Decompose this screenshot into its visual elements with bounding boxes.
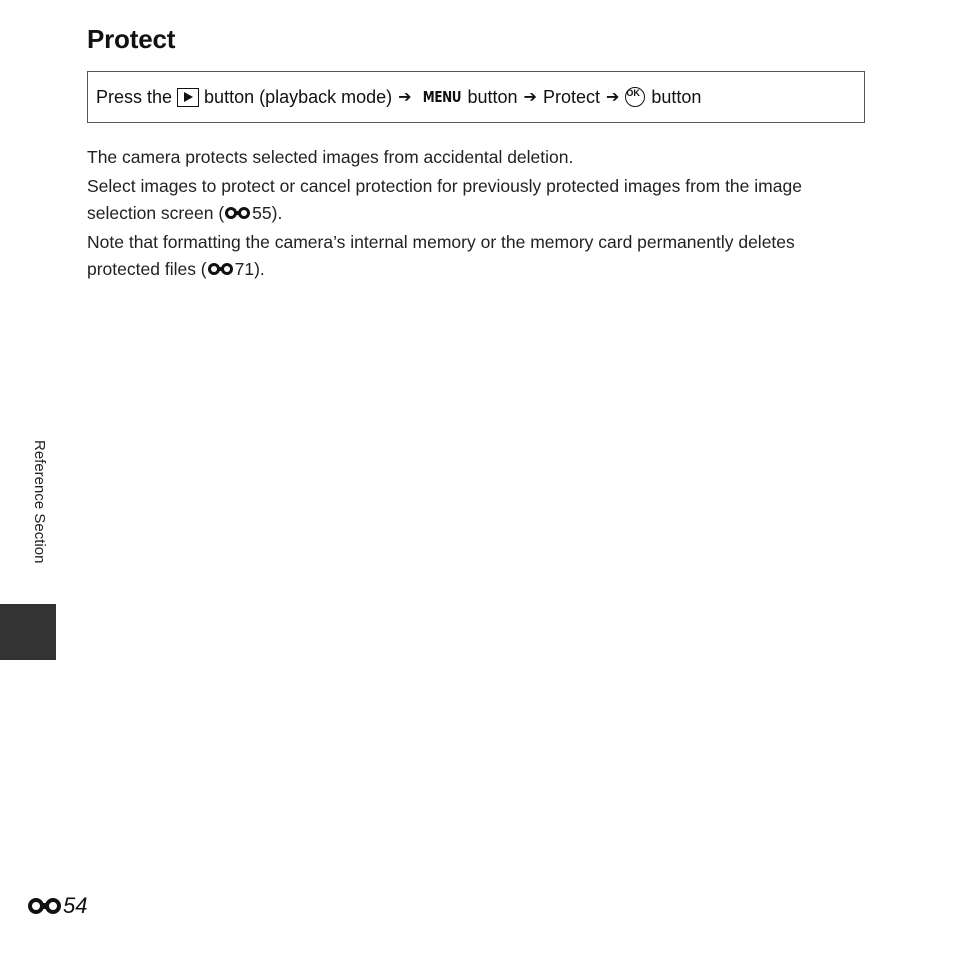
body-text (87, 144, 867, 285)
reference-section-icon (208, 263, 234, 276)
page-number (27, 893, 87, 919)
button-playback-text: button (playback mode) (204, 86, 393, 107)
reference-section-icon (28, 898, 62, 915)
playback-button-icon (177, 88, 199, 107)
button-end-text: button (651, 86, 702, 107)
paragraph-3-ref[interactable]: 71 (234, 259, 255, 279)
arrow-icon: ➔ (523, 89, 537, 106)
press-the-text: Press the (96, 86, 173, 107)
arrow-icon: ➔ (605, 89, 620, 106)
paragraph-2-ref[interactable]: 55 (252, 203, 272, 223)
page-number-value: 54 (63, 893, 88, 918)
menu-button-label: MENU (422, 88, 461, 106)
ok-button-icon: OK (625, 87, 645, 107)
side-section-label: Reference Section (31, 440, 48, 564)
protect-text: Protect (542, 86, 600, 107)
paragraph-2 (87, 173, 867, 227)
paragraph-2-end: ). (271, 203, 283, 223)
paragraph-1: The camera protects selected images from accidental deletion. (87, 147, 574, 167)
reference-section-icon (225, 207, 251, 220)
button-text: button (467, 86, 518, 107)
paragraph-3 (87, 229, 867, 283)
paragraph-2-text: Select images to protect or cancel protection for previously protected images from the image selection screen ( (87, 176, 802, 223)
side-section-tab (0, 604, 56, 660)
paragraph-3-end: ). (254, 259, 265, 279)
procedure-box (87, 71, 865, 123)
paragraph-3-text: Note that formatting the camera’s internal memory or the memory card permanently deletes protected files ( (87, 232, 795, 279)
arrow-icon: ➔ (398, 89, 412, 106)
page-title: Protect (87, 24, 176, 54)
